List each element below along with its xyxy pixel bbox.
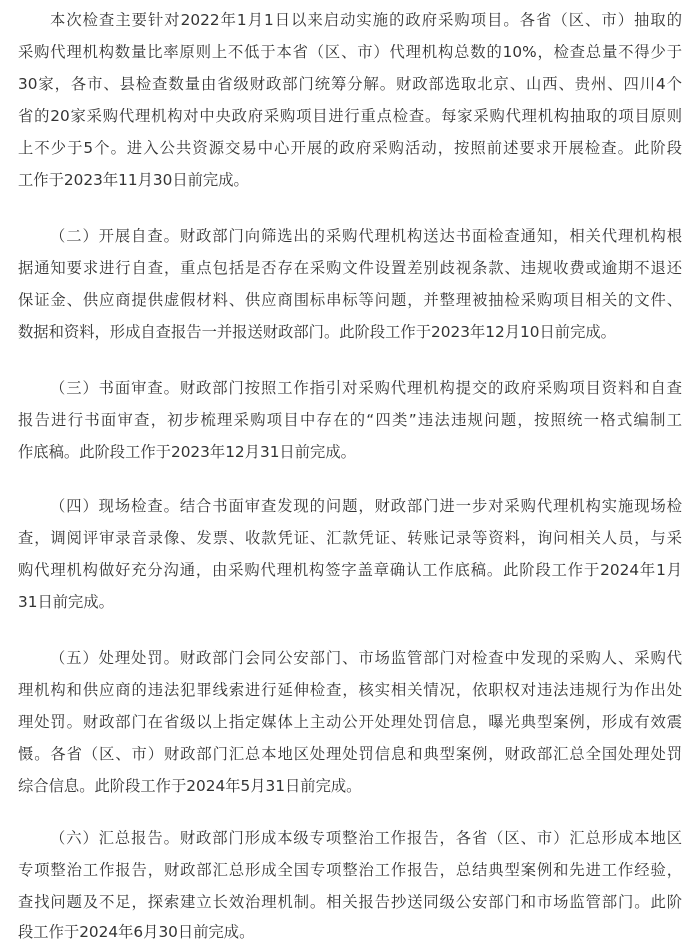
text-line: 保证金、供应商提供虚假材料、供应商围标串标等问题，并整理被抽检采购项目相关的文件、 xyxy=(18,291,682,309)
text-line: 段工作于2024年6月30日前完成。 xyxy=(18,923,255,941)
text-line: 数据和资料，形成自查报告一并报送财政部门。此阶段工作于2023年12月10日前完成。 xyxy=(18,323,616,341)
text-line: 购代理机构做好充分沟通，由采购代理机构签字盖章确认工作底稿。此阶段工作于2024年1月 xyxy=(18,561,682,579)
text-line: 查，调阅评审录音录像、发票、收款凭证、汇款凭证、转账记录等资料，询问相关人员，与采 xyxy=(18,529,682,547)
text-line: 采购代理机构数量比率原则上不低于本省（区、市）代理机构总数的10%，检查总量不得少于 xyxy=(18,43,682,61)
text-line: 理处罚。财政部门在省级以上指定媒体上主动公开处理处罚信息，曝光典型案例，形成有效震 xyxy=(18,713,682,731)
text-line: 专项整治工作报告，财政部汇总形成全国专项整治工作报告，总结典型案例和先进工作经验， xyxy=(18,861,682,879)
text-line: 综合信息。此阶段工作于2024年5月31日前完成。 xyxy=(18,777,362,795)
text-line: 查找问题及不足，探索建立长效治理机制。相关报告抄送同级公安部门和市场监管部门。此阶 xyxy=(18,893,682,911)
text-line: 理机构和供应商的违法犯罪线索进行延伸检查，核实相关情况，依职权对违法违规行为作出处 xyxy=(18,681,682,699)
text-line: （六）汇总报告。财政部门形成本级专项整治工作报告，各省（区、市）汇总形成本地区 xyxy=(50,829,682,847)
text-line: 报告进行书面审查，初步梳理采购项目中存在的“四类”违法违规问题，按照统一格式编制工 xyxy=(18,411,682,429)
text-line: 30家，各市、县检查数量由省级财政部门统筹分解。财政部选取北京、山西、贵州、四川4个 xyxy=(18,75,682,93)
text-line: 省的20家采购代理机构对中央政府采购项目进行重点检查。每家采购代理机构抽取的项目原则 xyxy=(18,107,682,125)
text-line: 工作于2023年11月30日前完成。 xyxy=(18,171,249,189)
text-line: （二）开展自查。财政部门向筛选出的采购代理机构送达书面检查通知，相关代理机构根 xyxy=(50,227,682,245)
text-line: （五）处理处罚。财政部门会同公安部门、市场监管部门对检查中发现的采购人、采购代 xyxy=(50,649,682,667)
text-line: 据通知要求进行自查，重点包括是否存在采购文件设置差别歧视条款、违规收费或逾期不退还 xyxy=(18,259,682,277)
text-line: 慑。各省（区、市）财政部门汇总本地区处理处罚信息和典型案例，财政部汇总全国处理处罚 xyxy=(18,745,682,763)
text-line: 本次检查主要针对2022年1月1日以来启动实施的政府采购项目。各省（区、市）抽取的 xyxy=(50,11,682,29)
text-line: 31日前完成。 xyxy=(18,593,114,611)
text-line: （四）现场检查。结合书面审查发现的问题，财政部门进一步对采购代理机构实施现场检 xyxy=(50,497,682,515)
text-line: 上不少于5个。进入公共资源交易中心开展的政府采购活动，按照前述要求开展检查。此阶段 xyxy=(18,139,682,157)
text-line: （三）书面审查。财政部门按照工作指引对采购代理机构提交的政府采购项目资料和自查 xyxy=(50,379,682,397)
text-line: 作底稿。此阶段工作于2023年12月31日前完成。 xyxy=(18,443,356,461)
